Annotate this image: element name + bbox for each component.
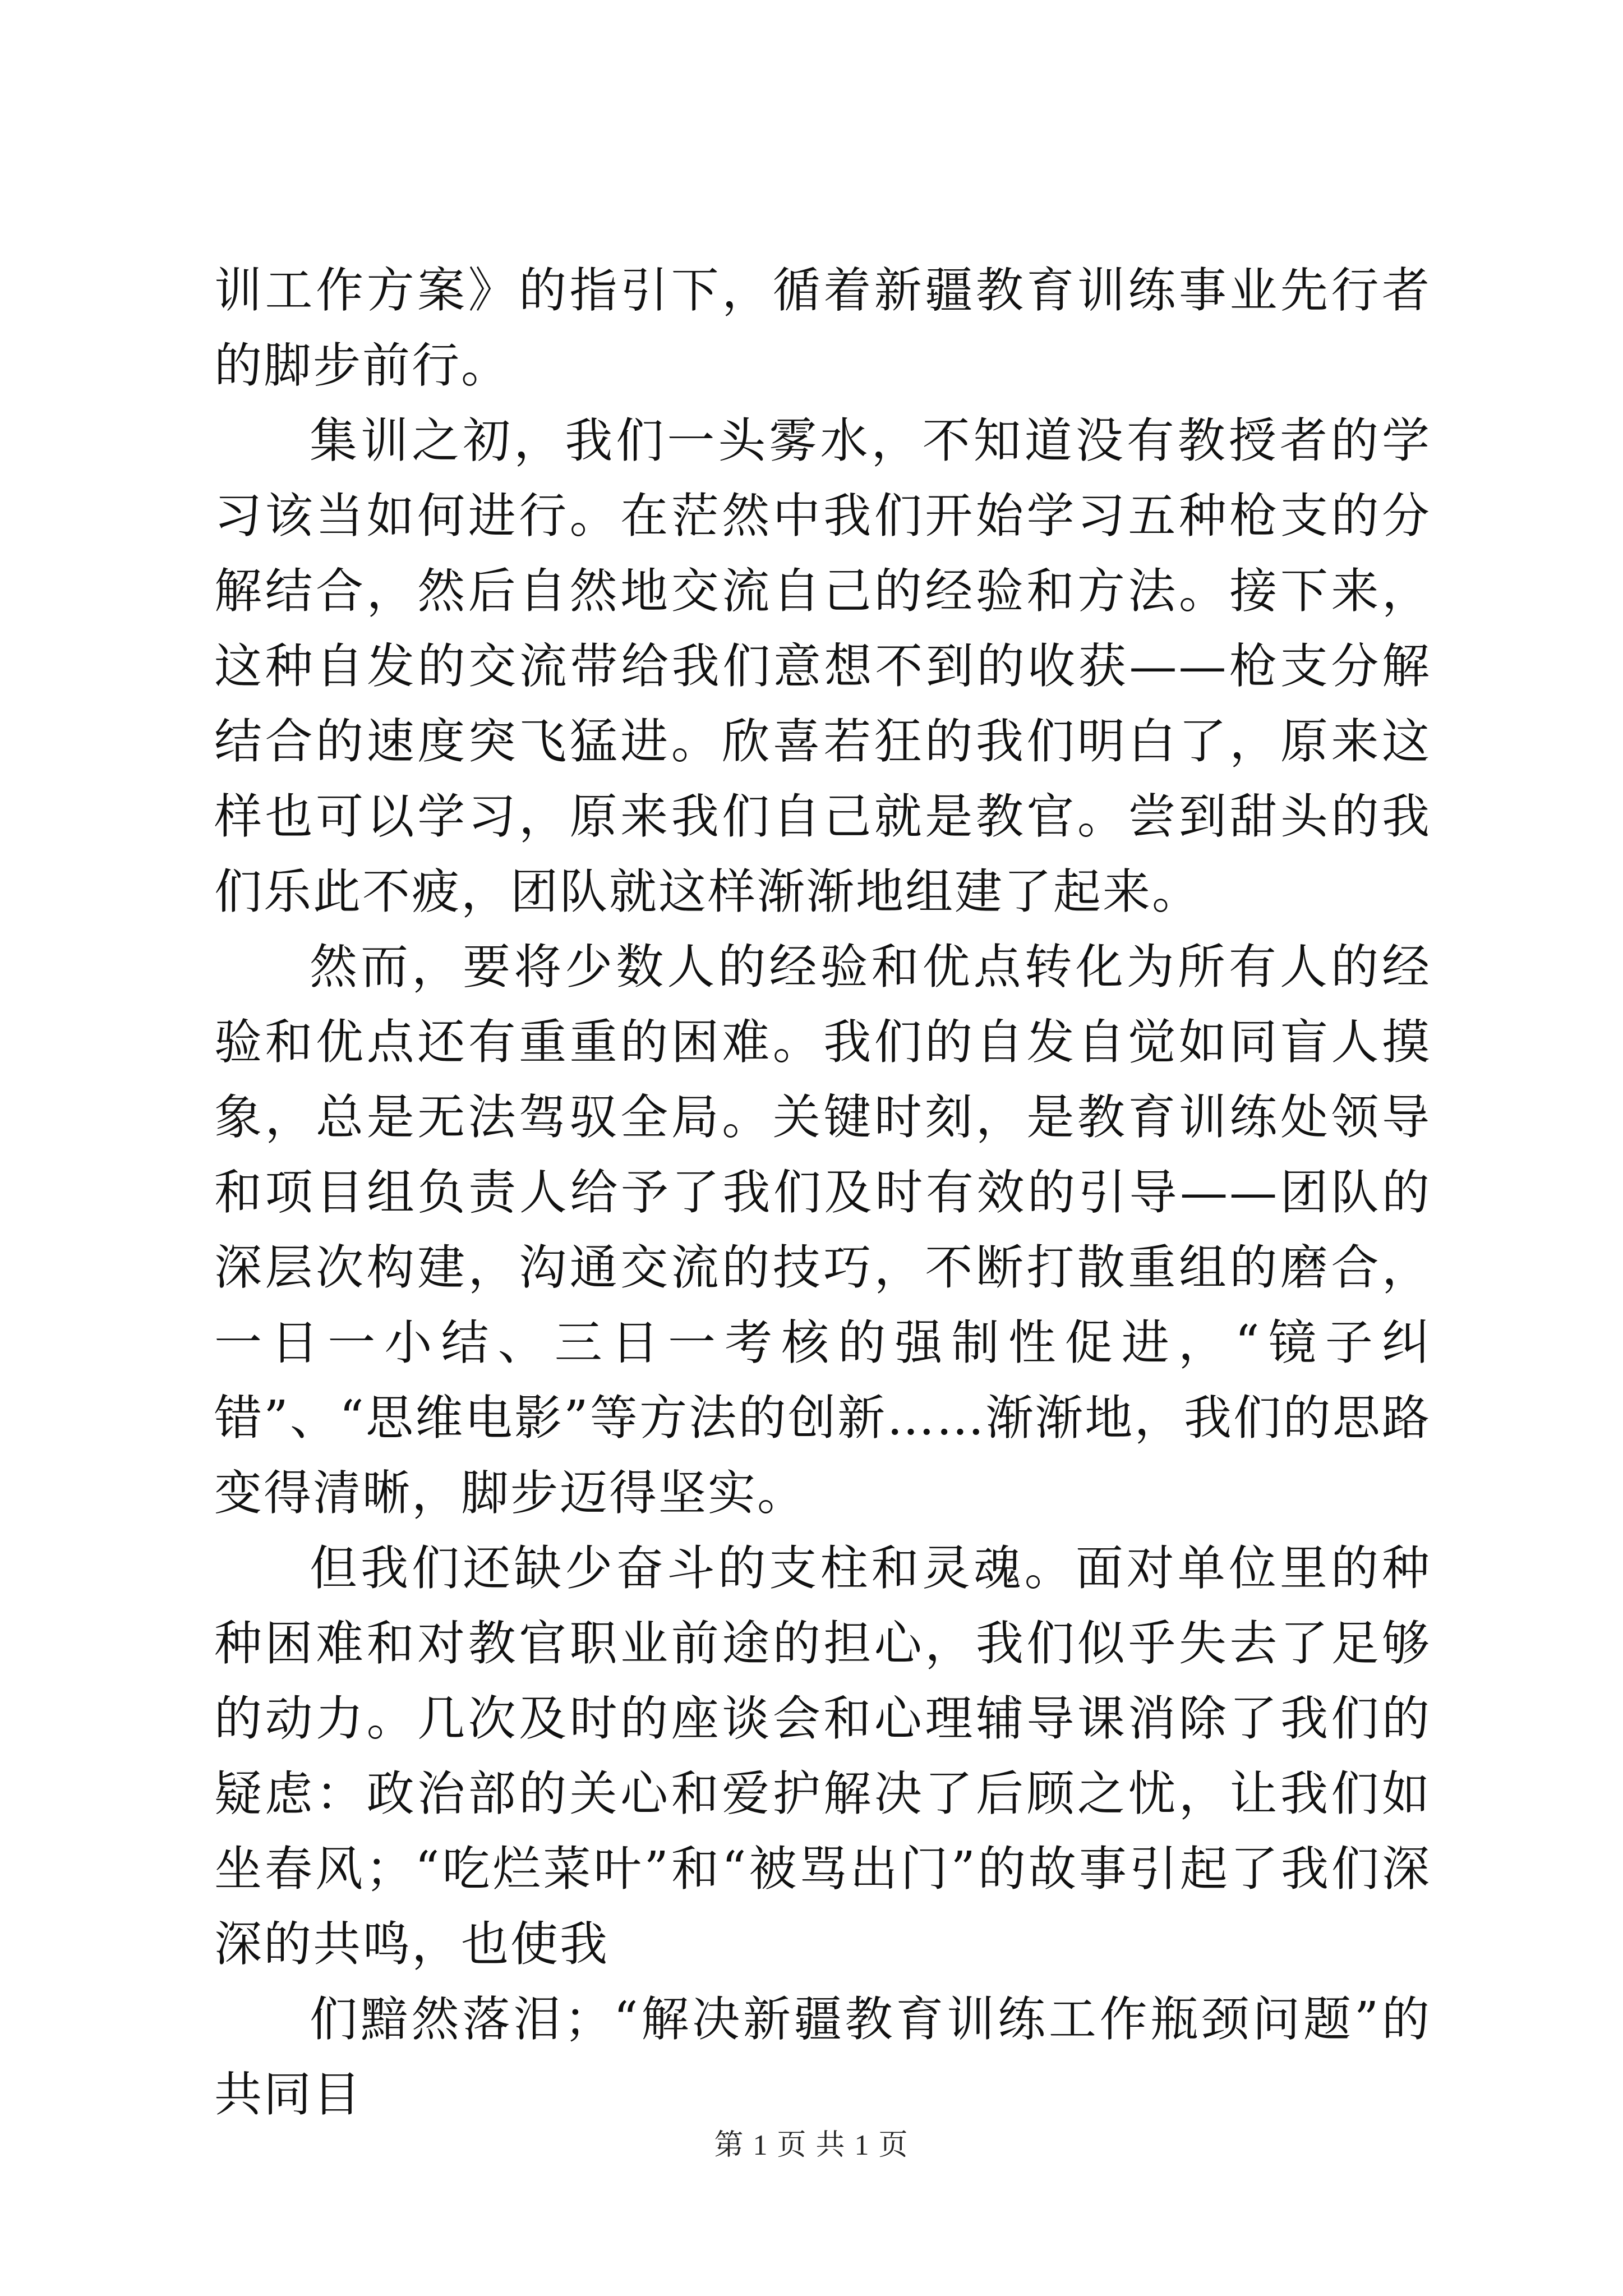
document-body [214, 254, 1431, 2133]
paragraph-2: 集训之初，我们一头雾水，不知道没有教授者的学习该当如何进行。在茫然中我们开始学习五种枪支的分解结合，然后自然地交流自己的经验和方法。接下来，这种自发的交流带给我们意想不到的收获——枪支分解结合的速度突飞猛进。欣喜若狂的我们明白了，原来这样也可以学习，原来我们自己就是教官。尝到甜头的我们乐此不疲，团队就这样渐渐地组建了起来。 [214, 413, 1431, 920]
paragraph-1: 训工作方案》的指引下，循着新疆教育训练事业先行者的脚步前行。 [214, 263, 1431, 394]
paragraph-4: 但我们还缺少奋斗的支柱和灵魂。面对单位里的种种困难和对教官职业前途的担心，我们似乎失去了足够的动力。几次及时的座谈会和心理辅导课消除了我们的疑虑：政治部的关心和爱护解决了后顾之忧，让我们如坐春风；“吃烂菜叶”和“被骂出门”的故事引起了我们深深的共鸣，也使我 [214, 1541, 1431, 1972]
paragraph-5: 们黯然落泪；“解决新疆教育训练工作瓶颈问题”的共同目 [214, 1992, 1431, 2123]
page-number-footer: 第 1 页 共 1 页 [714, 2129, 909, 2161]
paragraph-3: 然而，要将少数人的经验和优点转化为所有人的经验和优点还有重重的困难。我们的自发自觉如同盲人摸象，总是无法驾驭全局。关键时刻，是教育训练处领导和项目组负责人给予了我们及时有效的引导——团队的深层次构建，沟通交流的技巧，不断打散重组的磨合，一日一小结、三日一考核的强制性促进，“镜子纠错”、“思维电影”等方法的创新……渐渐地，我们的思路变得清晰，脚步迈得坚实。 [214, 940, 1431, 1521]
